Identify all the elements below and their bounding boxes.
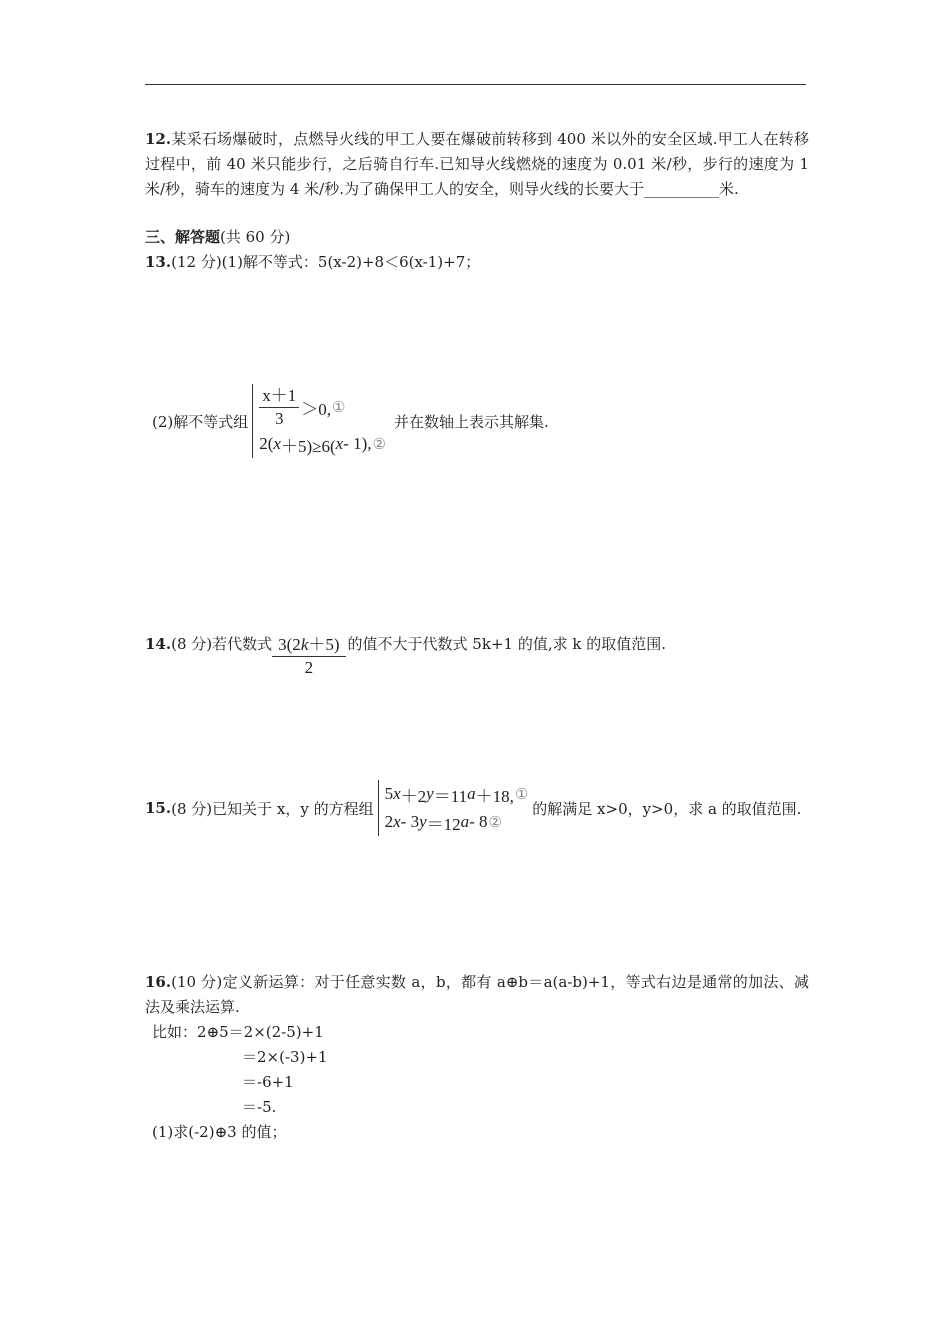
inequality-system <box>252 384 386 458</box>
eq2-part-b: - 3 <box>400 812 420 831</box>
q13-part2-prefix: (2)解不等式组 <box>152 412 249 431</box>
section-3-score: (共 60 分) <box>220 228 291 246</box>
q16-number: 16. <box>145 973 172 991</box>
section-3-title: 三、解答题 <box>145 228 221 246</box>
equation-1 <box>385 780 529 808</box>
q16-step-2: ＝-6+1 <box>242 1073 294 1091</box>
q12-text: 某采石场爆破时，点燃导火线的甲工人要在爆破前转移到 400 米以外的安全区域.甲工人在转移过程中，前 40 米只能步行，之后骑自行车.已知导火线燃烧的速度为 0.01 米/秒，步行的速度为 1 米/秒，骑车的速度为 4 米/秒.为了确保甲工人的安全，则导火线的长要大于__________米. <box>145 130 809 198</box>
equation-2-mark: ② <box>488 814 502 831</box>
question-14 <box>145 608 666 679</box>
q14-fraction <box>272 634 345 679</box>
q16-step-3: ＝-5. <box>242 1098 277 1116</box>
eq2-var-x: x <box>393 812 401 831</box>
q14-num-var-k: k <box>300 635 309 654</box>
equation-system <box>378 780 529 836</box>
inequality-1-rest: ＞0, <box>301 399 331 419</box>
q14-number: 14. <box>145 634 172 653</box>
inequality-1 <box>259 384 386 430</box>
q16-text: (10 分)定义新运算：对于任意实数 a，b，都有 a⊕b＝a(a-b)+1，等式右边是通常的加法、减法及乘法运算. <box>145 973 809 1016</box>
inequality-2-var-x2: x <box>335 434 344 453</box>
eq1-part-d: ＋18, <box>475 786 514 806</box>
equation-1-mark: ① <box>514 786 529 803</box>
question-13-part2 <box>152 384 549 458</box>
q14-num-part-b: ＋5) <box>308 635 340 654</box>
question-15 <box>145 780 801 836</box>
eq1-part-a: 5 <box>384 784 394 803</box>
eq1-part-b: ＋2 <box>400 786 427 806</box>
question-13-part1 <box>145 250 809 275</box>
q13-number: 13. <box>145 253 172 271</box>
inequality-2-mark: ② <box>372 436 386 453</box>
inequality-1-fraction <box>259 385 299 430</box>
q13-part1-text: (12 分)(1)解不等式：5(x-2)+8＜6(x-1)+7； <box>171 253 481 271</box>
eq2-part-a: 2 <box>384 812 394 831</box>
inequality-1-mark: ① <box>332 399 346 416</box>
q15-prefix: (8 分)已知关于 x，y 的方程组 <box>171 799 374 818</box>
q13-part2-suffix: 并在数轴上表示其解集. <box>393 412 549 431</box>
eq1-var-y: y <box>426 784 434 803</box>
eq1-var-x: x <box>393 784 401 803</box>
q12-number: 12. <box>145 130 172 148</box>
eq1-part-c: ＝11 <box>433 786 468 806</box>
eq2-var-y: y <box>419 812 427 831</box>
question-16 <box>145 970 809 1020</box>
eq2-part-d: - 8 <box>469 812 488 831</box>
q15-suffix: 的解满足 x>0，y>0，求 a 的取值范围. <box>532 799 802 818</box>
inequality-2-part-a: 2( <box>259 434 274 453</box>
section-3-heading <box>145 225 809 250</box>
q16-step-1: ＝2×(-3)+1 <box>242 1048 328 1066</box>
inequality-1-numerator: x＋1 <box>259 385 299 408</box>
q14-suffix: 的值不大于代数式 5k+1 的值,求 k 的取值范围. <box>347 635 666 653</box>
header-rule <box>145 84 806 85</box>
eq2-var-a: a <box>460 812 470 831</box>
eq2-part-c: ＝12 <box>426 814 461 834</box>
q15-number: 15. <box>145 799 172 817</box>
q14-numerator <box>272 634 345 657</box>
inequality-2-var-x1: x <box>273 434 281 453</box>
q16-example: 比如：2⊕5＝2×(2-5)+1 <box>152 1023 324 1041</box>
inequality-1-denominator: 3 <box>275 408 284 428</box>
inequality-2-part-b: ＋5)≥6( <box>280 436 336 456</box>
q14-num-part-a: 3(2 <box>278 635 301 654</box>
eq1-var-a: a <box>467 784 476 803</box>
q14-prefix: (8 分)若代数式 <box>171 635 273 653</box>
question-12 <box>145 127 809 202</box>
inequality-2-part-c: - 1), <box>343 434 372 453</box>
inequality-2 <box>259 430 386 458</box>
q14-denominator: 2 <box>304 658 314 677</box>
equation-2 <box>385 808 529 836</box>
q16-part-1: (1)求(-2)⊕3 的值； <box>152 1123 287 1141</box>
